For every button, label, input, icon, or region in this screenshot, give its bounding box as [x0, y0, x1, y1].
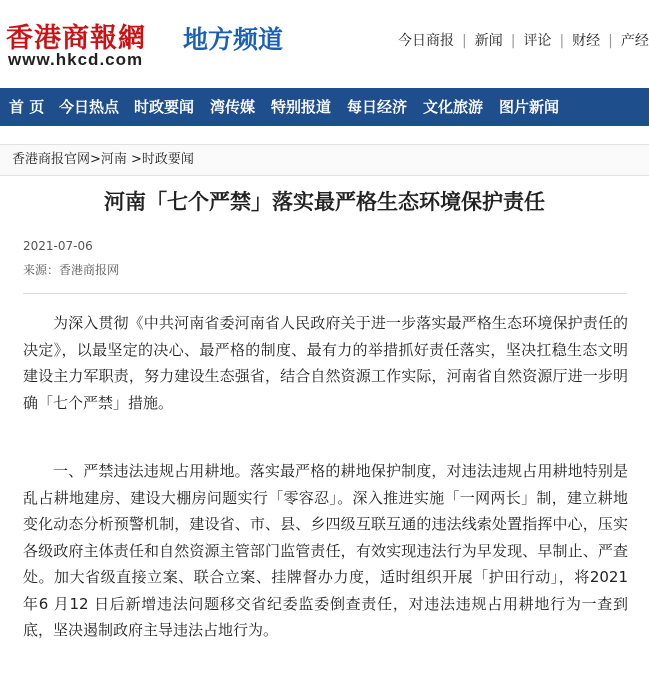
- nav-item-special-reports[interactable]: 特别报道: [271, 98, 332, 116]
- site-header: [0, 0, 649, 88]
- top-link-today[interactable]: 今日商报: [398, 33, 454, 49]
- top-link-separator: |: [608, 33, 613, 49]
- top-link-commentary[interactable]: 评论: [523, 33, 552, 49]
- article-paragraph: 为深入贯彻《中共河南省委河南省人民政府关于进一步落实最严格生态环境保护责任的决定》，以最坚定的决心、最严格的制度、最有力的举措抓好责任落实，坚决扛稳生态文明建设主力军职责，努力建设生态强省，结合自然资源工作实际，河南省自然资源厅进一步明确「七个严禁」措施。: [23, 314, 628, 412]
- top-link-news[interactable]: 新闻: [474, 33, 503, 49]
- article-title: 河南「七个严禁」落实最严格生态环境保护责任: [104, 190, 545, 214]
- top-link-separator: |: [462, 33, 467, 49]
- top-links: [398, 30, 649, 50]
- site-logo[interactable]: 香港商報網: [6, 23, 146, 54]
- channel-title[interactable]: 地方频道: [183, 25, 284, 54]
- nav-item-culture-travel[interactable]: 文化旅游: [423, 98, 484, 116]
- site-logo-url[interactable]: www.hkcd.com: [8, 50, 144, 69]
- top-link-separator: |: [510, 33, 516, 49]
- nav-item-daily-economy[interactable]: 每日经济: [347, 98, 408, 116]
- top-link-separator: |: [559, 33, 565, 49]
- nav-item-home[interactable]: 首 页: [9, 98, 45, 116]
- breadcrumb-path[interactable]: 香港商报官网>河南 >时政要闻: [12, 152, 194, 167]
- article-source: 来源：香港商报网: [23, 263, 120, 277]
- top-link-industry[interactable]: 产经: [620, 33, 649, 49]
- nav-item-hot-topics[interactable]: 今日热点: [59, 98, 120, 116]
- nav-item-bay-media[interactable]: 湾传媒: [210, 98, 256, 116]
- article-date: 2021-07-06: [23, 239, 93, 253]
- top-link-finance[interactable]: 财经: [572, 33, 601, 49]
- main-nav: [0, 88, 649, 126]
- divider: [23, 293, 627, 294]
- nav-item-photo-news[interactable]: 图片新闻: [499, 98, 560, 116]
- article-paragraph: 一、严禁违法违规占用耕地。落实最严格的耕地保护制度，对违法违规占用耕地特别是乱占耕地建房、建设大棚房问题实行「零容忍」。深入推进实施「一网两长」制，建立耕地变化动态分析预警机制，建设省、市、县、乡四级互联互通的违法线索处置指挥中心，压实各级政府主体责任和自然资源主管部门监管责任，有效实现违法行为早发现、早制止、严查处。加大省级直接立案、联合立案、挂牌督办力度，适时组织开展「护田行动」，将2021 年6 月12 日后新增违法问题移交省纪委监委倒查责任，对违法违规占用耕地行为一查到底，坚决遏制政府主导违法占地行为。: [23, 462, 628, 639]
- breadcrumb: [0, 144, 649, 176]
- nav-item-politics[interactable]: 时政要闻: [134, 98, 195, 116]
